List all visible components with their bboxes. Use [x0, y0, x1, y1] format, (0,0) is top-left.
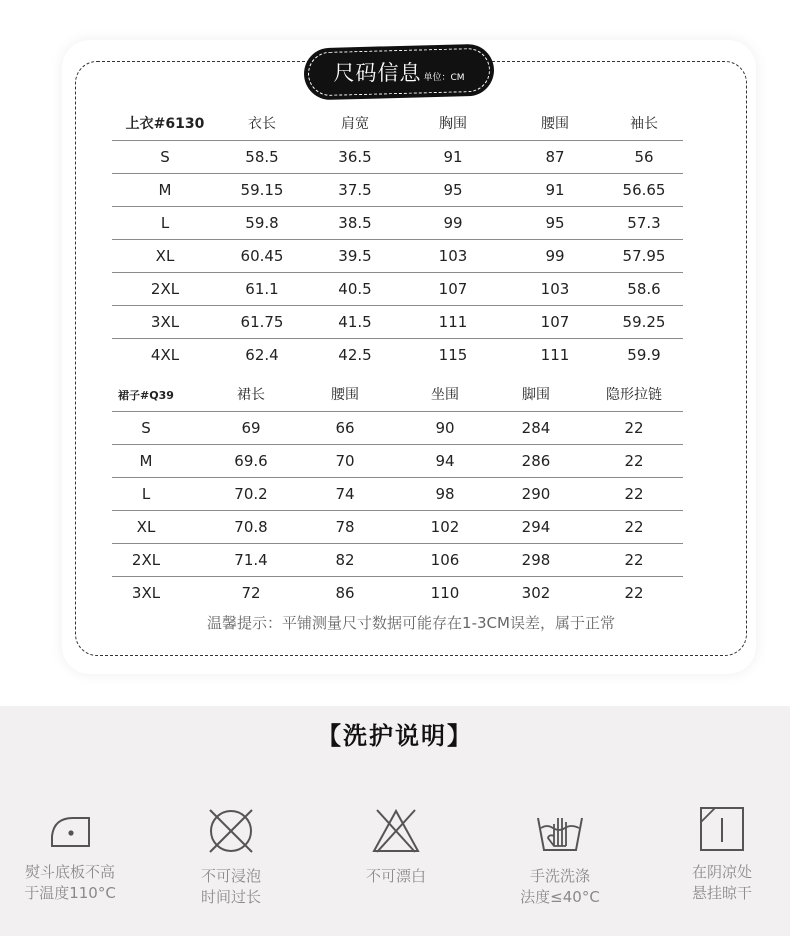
top-cell-chest: 95	[443, 181, 463, 199]
top-cell-sleeve: 59.9	[627, 346, 661, 364]
care-handwash-line2: 法度≤40°C	[520, 888, 600, 906]
skirt-header-product: 裙子#Q39	[118, 389, 174, 402]
skirt-cell-waist: 78	[335, 518, 355, 536]
title-unit: 单位：CM	[423, 72, 465, 83]
skirt-cell-waist: 66	[335, 419, 355, 437]
skirt-table-row	[112, 412, 683, 445]
skirt-cell-hem: 284	[521, 419, 551, 437]
skirt-header-hem: 脚围	[522, 387, 550, 403]
skirt-cell-size: 2XL	[131, 551, 161, 569]
top-cell-length: 59.8	[245, 214, 279, 232]
top-cell-sleeve: 59.25	[622, 313, 666, 331]
skirt-table-row	[112, 544, 683, 577]
skirt-cell-hip: 106	[430, 551, 460, 569]
skirt-table-row	[112, 511, 683, 544]
skirt-table-header	[112, 379, 683, 412]
care-item-hand-wash	[490, 806, 630, 908]
skirt-cell-hem: 286	[521, 452, 551, 470]
top-cell-shoulder: 36.5	[338, 148, 372, 166]
skirt-table-row	[112, 478, 683, 511]
skirt-header-length: 裙长	[237, 387, 265, 403]
care-nosoak-line1: 不可浸泡	[200, 867, 261, 885]
top-cell-chest: 115	[438, 346, 468, 364]
skirt-cell-hip: 102	[430, 518, 460, 536]
care-nosoak-line2: 时间过长	[200, 888, 261, 906]
skirt-cell-length: 69	[241, 419, 261, 437]
top-table-row	[112, 273, 683, 306]
top-table-row	[112, 240, 683, 273]
iron-icon	[0, 806, 140, 852]
top-table-row	[112, 141, 683, 174]
skirt-header-hip: 坐围	[431, 387, 459, 403]
title-main: 尺码信息	[333, 61, 422, 85]
top-cell-size: S	[160, 148, 170, 166]
skirt-cell-hip: 90	[435, 419, 455, 437]
skirt-cell-zipper: 22	[624, 584, 644, 602]
skirt-cell-hem: 290	[521, 485, 551, 503]
top-cell-size: 4XL	[150, 346, 180, 364]
skirt-cell-waist: 74	[335, 485, 355, 503]
top-cell-shoulder: 37.5	[338, 181, 372, 199]
skirt-cell-zipper: 22	[624, 551, 644, 569]
skirt-cell-length: 70.8	[234, 518, 268, 536]
top-cell-size: M	[158, 181, 172, 199]
skirt-cell-hip: 110	[430, 584, 460, 602]
top-cell-length: 61.1	[245, 280, 279, 298]
top-cell-shoulder: 39.5	[338, 247, 372, 265]
top-cell-size: L	[160, 214, 170, 232]
top-table-row	[112, 339, 683, 372]
line-dry-shade-icon	[652, 806, 790, 852]
top-cell-sleeve: 57.3	[627, 214, 661, 232]
skirt-cell-size: S	[141, 419, 151, 437]
skirt-cell-hem: 294	[521, 518, 551, 536]
skirt-cell-waist: 86	[335, 584, 355, 602]
skirt-cell-hem: 298	[521, 551, 551, 569]
care-iron-line1: 熨斗底板不高	[24, 863, 115, 881]
top-cell-length: 62.4	[245, 346, 279, 364]
top-cell-size: XL	[155, 247, 175, 265]
skirt-cell-size: M	[139, 452, 153, 470]
skirt-table-row	[112, 577, 683, 610]
top-cell-sleeve: 56	[634, 148, 654, 166]
skirt-cell-zipper: 22	[624, 419, 644, 437]
top-cell-waist: 87	[545, 148, 565, 166]
top-cell-shoulder: 41.5	[338, 313, 372, 331]
top-header-sleeve: 袖长	[630, 116, 658, 132]
top-cell-waist: 111	[540, 346, 570, 364]
top-cell-length: 61.75	[240, 313, 284, 331]
top-cell-waist: 103	[540, 280, 570, 298]
skirt-cell-hem: 302	[521, 584, 551, 602]
hand-wash-icon	[490, 806, 630, 856]
top-cell-shoulder: 40.5	[338, 280, 372, 298]
top-table-row	[112, 207, 683, 240]
care-linedry-line2: 悬挂晾干	[691, 884, 752, 902]
skirt-cell-size: XL	[136, 518, 156, 536]
skirt-cell-hip: 94	[435, 452, 455, 470]
skirt-cell-size: L	[141, 485, 151, 503]
top-cell-waist: 91	[545, 181, 565, 199]
top-cell-chest: 99	[443, 214, 463, 232]
care-item-no-bleach	[326, 806, 466, 887]
top-cell-chest: 103	[438, 247, 468, 265]
care-handwash-line1: 手洗洗涤	[529, 867, 590, 885]
skirt-cell-waist: 70	[335, 452, 355, 470]
skirt-cell-waist: 82	[335, 551, 355, 569]
care-item-no-soak	[161, 806, 301, 908]
top-table-header	[112, 108, 683, 141]
top-cell-size: 2XL	[150, 280, 180, 298]
care-item-iron	[0, 806, 140, 904]
top-cell-length: 58.5	[245, 148, 279, 166]
skirt-cell-length: 70.2	[234, 485, 268, 503]
top-cell-waist: 107	[540, 313, 570, 331]
top-cell-chest: 91	[443, 148, 463, 166]
top-cell-chest: 107	[438, 280, 468, 298]
top-cell-chest: 111	[438, 313, 468, 331]
no-bleach-icon	[326, 806, 466, 856]
no-tumble-dry-icon	[161, 806, 301, 856]
skirt-table-row	[112, 445, 683, 478]
care-title: 【洗护说明】	[317, 722, 473, 750]
care-iron-line2: 于温度110°C	[24, 884, 116, 902]
top-header-chest: 胸围	[439, 116, 467, 132]
top-cell-length: 59.15	[240, 181, 284, 199]
top-header-waist: 腰围	[541, 116, 569, 132]
top-cell-shoulder: 38.5	[338, 214, 372, 232]
skirt-cell-zipper: 22	[624, 485, 644, 503]
skirt-cell-length: 69.6	[234, 452, 268, 470]
top-cell-sleeve: 57.95	[622, 247, 666, 265]
top-cell-waist: 95	[545, 214, 565, 232]
skirt-cell-zipper: 22	[624, 452, 644, 470]
top-cell-sleeve: 58.6	[627, 280, 661, 298]
care-item-line-dry	[652, 806, 790, 904]
skirt-cell-zipper: 22	[624, 518, 644, 536]
top-header-length: 衣长	[248, 116, 276, 132]
top-header-product: 上衣#6130	[125, 116, 205, 132]
measurement-tip: 温馨提示：平铺测量尺寸数据可能存在1-3CM误差，属于正常	[207, 614, 615, 632]
top-cell-waist: 99	[545, 247, 565, 265]
care-linedry-line1: 在阴凉处	[691, 863, 752, 881]
top-header-shoulder: 肩宽	[341, 116, 369, 132]
size-info-title	[304, 46, 494, 98]
skirt-header-zipper: 隐形拉链	[606, 387, 662, 403]
top-cell-shoulder: 42.5	[338, 346, 372, 364]
skirt-cell-length: 72	[241, 584, 261, 602]
skirt-cell-size: 3XL	[131, 584, 161, 602]
skirt-cell-length: 71.4	[234, 551, 268, 569]
top-cell-length: 60.45	[240, 247, 284, 265]
top-table-row	[112, 306, 683, 339]
top-table-row	[112, 174, 683, 207]
skirt-cell-hip: 98	[435, 485, 455, 503]
care-nobleach-line1: 不可漂白	[365, 867, 426, 885]
top-cell-size: 3XL	[150, 313, 180, 331]
top-cell-sleeve: 56.65	[622, 181, 666, 199]
skirt-header-waist: 腰围	[331, 387, 359, 403]
